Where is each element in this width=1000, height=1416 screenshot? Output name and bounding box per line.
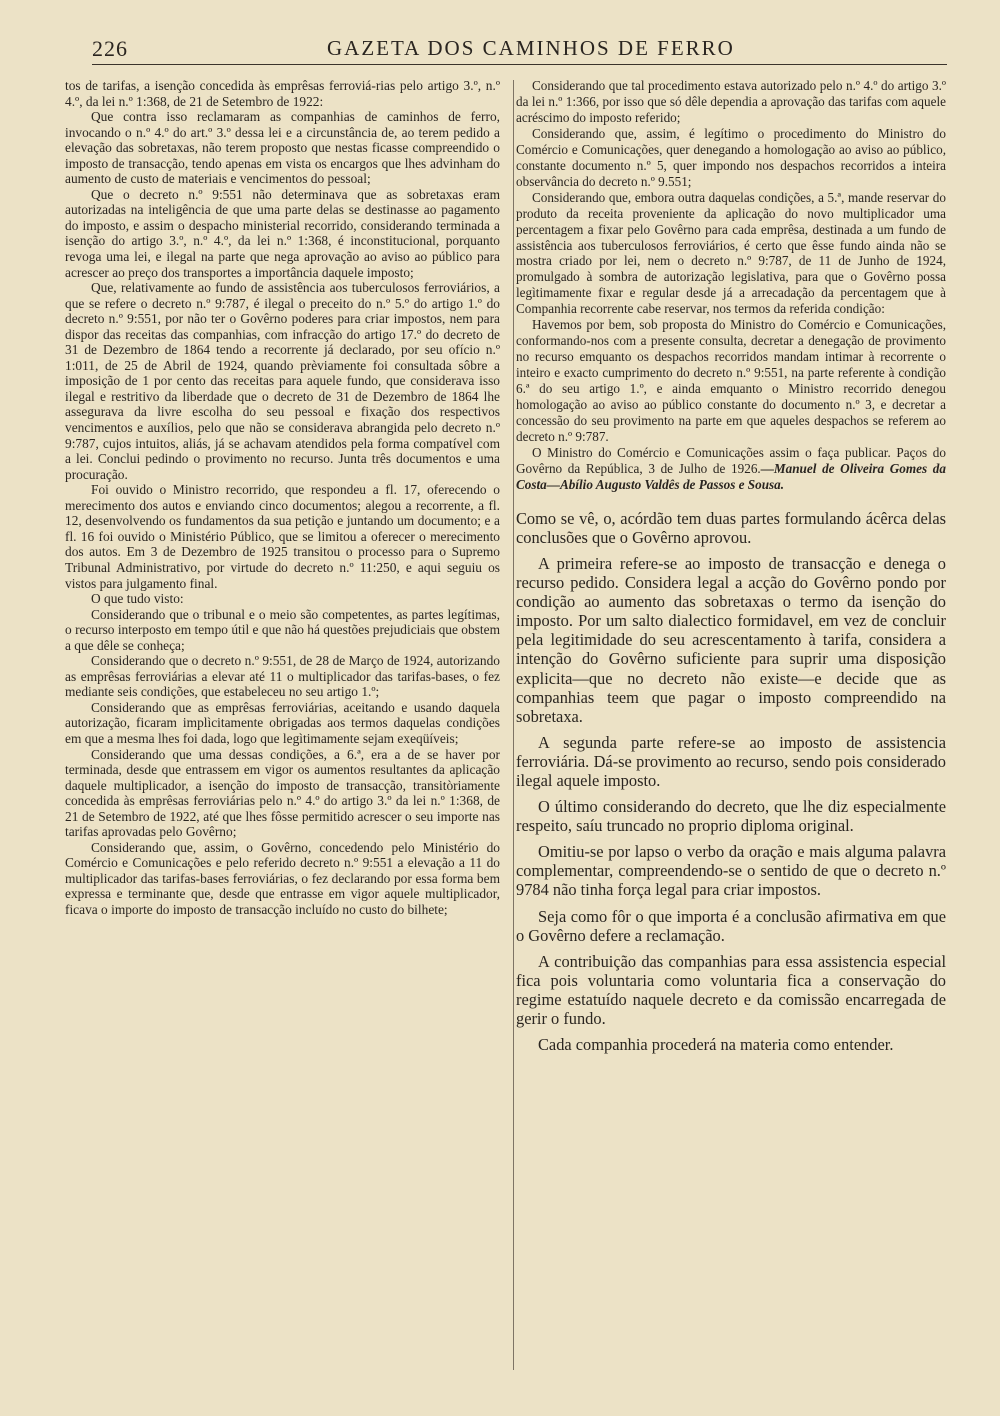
journal-title: GAZETA DOS CAMINHOS DE FERRO <box>327 36 735 60</box>
closing-text: O Ministro do Comércio e Comunicações assim o faça publicar. Paços do Govêrno da República, 3 de Julho de 1926. <box>516 444 946 476</box>
paragraph: Considerando que, embora outra daquelas condições, a 5.ª, mande reservar do produto da receita proveniente da aplicação do novo multiplicador uma percentagem a fixar pelo Govêrno para cada emprêsa, destinada a um fundo de assistência aos tuberculosos ferroviários, é certo que êsse fundo ainda não se mostra criado por lei, nem o decreto n.º 9:787, de 11 de Junho de 1924, promulgado à sombra de autorização legislativa, para que o Govêrno possa legìtimamente fixar e regular desde já a arrecadação da percentagem que à Companhia recorrente cabe reservar, nos termos da referida condição: <box>516 189 946 317</box>
paragraph: tos de tarifas, a isenção concedida às emprêsas ferroviá-rias pelo artigo 3.º, n.º 4.º, da lei n.º 1:368, de 21 de Setembro de 1922: <box>65 78 500 109</box>
paragraph: O que tudo visto: <box>91 591 184 607</box>
header-rule <box>92 64 947 65</box>
paragraph: Omitiu-se por lapso o verbo da oração e mais alguma palavra complementar, compreendendo-se o sentido de que o decreto n.º 9784 não tinha força legal para criar impostos. <box>516 842 946 900</box>
paragraph: Que, relativamente ao fundo de assistência aos tuberculosos ferroviários, a que se refere o decreto n.º 9:787, é ilegal o preceito do n.º 5.º do artigo 1.º do decreto n.º 9:551, por não ter o Govêrno poderes para criar impostos, nem para dispor das receitas das companhias, com infracção do artigo 17.º do decreto de 31 de Dezembro de 1864 tendo a recorrente já declarado, por seu ofício n.º 1:011, de 25 de Abril de 1924, quando prèviamente foi consultada sôbre a imposição de 1 por cento das receitas para aquele fundo, que considerava isso ilegal e restritivo da liberdade que o decreto de 31 de Dezembro de 1864 lhe assegurava da livre escolha do seu pessoal e fixação dos respectivos vencimentos e auxílios, pelo que não se considerava abrangida pelo decreto n.º 9:787, cujos intuitos, aliás, já se achavam atendidos pela forma compatível com a lei. Conclui pedindo o provimento no recurso. Junta três documentos e uma procuração. <box>65 280 500 482</box>
paragraph: Considerando que as emprêsas ferroviárias, aceitando e usando daquela autorização, ficaram implìcitamente obrigadas aos termos daquelas condições em que a mesma lhes foi dada, logo que legìtimamente sejam exeqüíveis; <box>65 699 500 746</box>
paragraph: Considerando que o decreto n.º 9:551, de 28 de Março de 1924, autorizando as emprêsas ferroviárias a elevar até 11 o multiplicador das tarifas-bases, o fez mediante seis condições, que estabeleceu no seu artigo 1.º; <box>65 653 500 700</box>
decree-text <box>516 78 946 493</box>
paragraph: Considerando que tal procedimento estava autorizado pelo n.º 4.º do artigo 3.º da lei n.º 1:366, por isso que só dêle dependia a aprovação das tarifas com aquele acréscimo do imposto referido; <box>516 78 946 125</box>
right-column <box>516 78 946 1061</box>
page-header <box>92 36 947 66</box>
paragraph: Que o decreto n.º 9:551 não determinava que as sobretaxas eram autorizadas na inteligência de que uma parte delas se destinasse ao pagamento do imposto, e assim o despacho ministerial recorrido, considerando terminada a isenção do artigo 3.º, n.º 4.º, da lei n.º 1:368, é inconstitucional, porquanto revoga uma lei, e ilegal na parte que nega aprovação ao aviso ao público para acrescer ao preço dos transportes a importância daquele imposto; <box>65 186 500 280</box>
commentary <box>516 509 946 1054</box>
paragraph: Cada companhia procederá na materia como entender. <box>538 1035 894 1055</box>
left-column <box>65 78 500 918</box>
paragraph: Considerando que uma dessas condições, a 6.ª, era a de se haver por terminada, desde que entrassem em vigor os aumentos resultantes da aplicação daquele multiplicador, a isenção do imposto de transacção, transitòriamente concedida às emprêsas ferroviárias pelo n.º 4.º do artigo 3.º da lei n.º 1:368, de 21 de Setembro de 1922, até que lhes fôsse permitido acrescer o seu importe nas tarifas aprovadas pelo Govêrno; <box>65 746 500 840</box>
paragraph: Havemos por bem, sob proposta do Ministro do Comércio e Comunicações, conformando-nos com a presente consulta, decretar a denegação de provimento no recurso emquanto os despachos recorridos mandam intimar à recorrente o inteiro e exacto cumprimento do decreto n.º 9:551, na parte referente à condição 6.ª do seu artigo 1.º, e ainda emquanto o Ministro recorrido denegou homologação ao aviso ao público constante do documento n.º 3, e decretar a concessão do seu provimento na parte em que aqueles despachos se referem ao decreto n.º 9:787. <box>516 317 946 444</box>
paragraph: Foi ouvido o Ministro recorrido, que respondeu a fl. 17, oferecendo o merecimento dos autos e enviando cinco documentos; alegou a recorrente, a fl. 12, desenvolvendo os fundamentos da sua petição e juntando um documento; e a fl. 16 foi ouvido o Ministério Público, que se limitou a oferecer o merecimento dos autos. Em 3 de Dezembro de 1925 transitou o processo para o Supremo Tribunal Administrativo, por virtude do decreto n.º 11:250, e aqui seguiu os vistos para julgamento final. <box>65 482 500 591</box>
page-number: 226 <box>92 36 128 61</box>
signature: —Manuel de Oliveira Gomes da Costa—Abílio Augusto Valdês de Passos e Sousa. <box>516 460 946 492</box>
paragraph: Que contra isso reclamaram as companhias de caminhos de ferro, invocando o n.º 4.º do art.º 3.º dessa lei e a circunstância de, ao terem pedido a elevação das sobretaxas, não terem proposto que nestas ficasse compreendido o imposto de transacção, tendo apenas em vista os encargos que lhes advinham do aumento de custo de materiais e vencimentos do pessoal; <box>65 109 500 187</box>
paragraph: A contribuição das companhias para essa assistencia especial fica pois voluntaria como voluntaria fica a conservação do regime estatuído naquele decreto e da comissão encarregada de gerir o fundo. <box>516 951 946 1029</box>
paragraph: Como se vê, o, acórdão tem duas partes formulando ácêrca delas conclusões que o Govêrno aprovou. <box>516 508 946 547</box>
paragraph: A primeira refere-se ao imposto de transacção e denega o recurso pedido. Considera legal a acção do Govêrno pondo por condição ao aumento das sobretaxas o termo da isenção do imposto. Por um salto dialectico formidavel, em vez de concluir pela legitimidade do seu acrescentamento à tarifa, considera a intenção do Govêrno suficiente para suprir uma disposição explicita—que no decreto não existe—e decide que as companhias teem que pagar o imposto compreendido na sobretaxa. <box>516 553 946 726</box>
paragraph: Considerando que o tribunal e o meio são competentes, as partes legítimas, o recurso interposto em tempo útil e que não há questões prejudiciais que obstem a que dêle se conheça; <box>65 606 500 653</box>
paragraph: Considerando que, assim, o Govêrno, concedendo pelo Ministério do Comércio e Comunicações e pelo referido decreto n.º 9:551 a elevação a 11 do multiplicador das tarifas-bases ferroviárias, o fez declarando por essa forma bem expressa e terminante que, desde que entrasse em vigor aquele multiplicador, ficava o importe do imposto de transacção incluído no custo do bilhete; <box>65 839 500 917</box>
column-divider <box>513 80 514 1370</box>
paragraph: A segunda parte refere-se ao imposto de assistencia ferroviária. Dá-se provimento ao recurso, sendo pois considerado ilegal aquele imposto. <box>516 732 946 790</box>
paragraph: Seja como fôr o que importa é a conclusão afirmativa em que o Govêrno defere a reclamação. <box>516 906 946 945</box>
paragraph: Considerando que, assim, é legítimo o procedimento do Ministro do Comércio e Comunicações, quer denegando a homologação ao aviso ao público, constante documento n.º 5, quer impondo nos despachos recorridos a inteira observância do decreto n.º 9.551; <box>516 125 946 189</box>
paragraph: O último considerando do decreto, que lhe diz especialmente respeito, saíu truncado no proprio diploma original. <box>516 797 946 836</box>
closing-paragraph <box>516 445 946 493</box>
